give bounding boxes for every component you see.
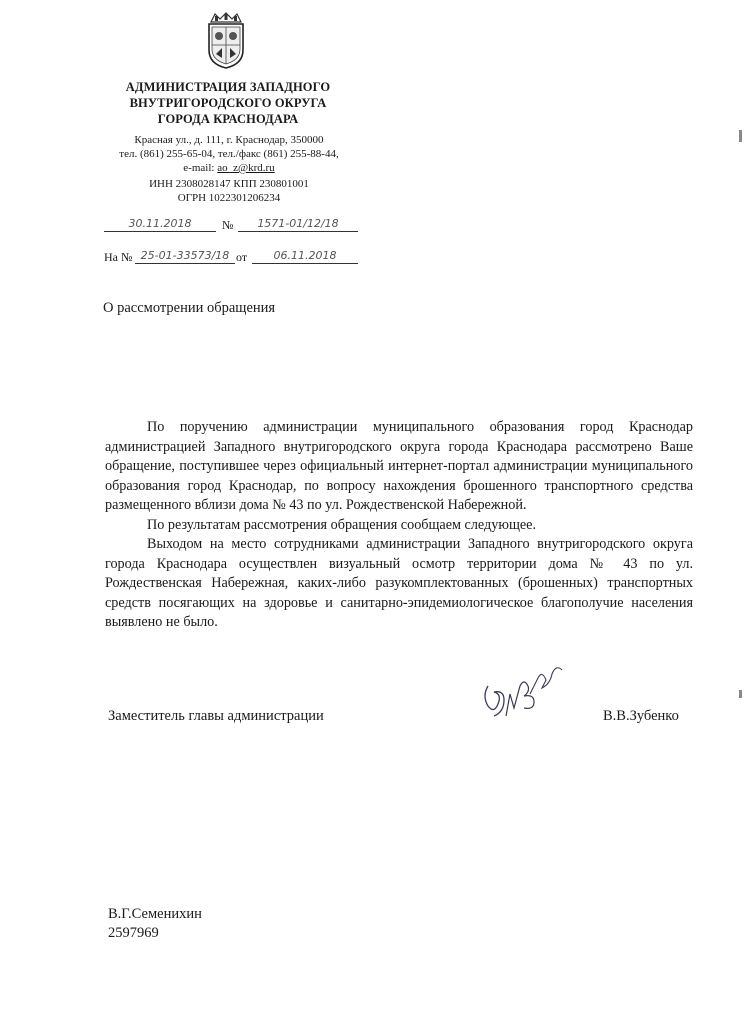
subject-line: О рассмотрении обращения — [103, 300, 276, 316]
org-name-line-1: АДМИНИСТРАЦИЯ ЗАПАДНОГО — [125, 80, 331, 94]
email-link[interactable]: ao_z@krd.ru — [217, 162, 275, 174]
reply-number-field — [135, 248, 235, 264]
coat-of-arms-icon — [203, 12, 249, 70]
body-text — [105, 418, 693, 633]
signer-name: В.В.Зубенко — [603, 708, 679, 724]
executor-name: В.Г.Семенихин — [108, 906, 202, 922]
reg-number-handwritten: 1571-01/12/18 — [257, 217, 339, 230]
reg-number-label: № — [222, 218, 234, 232]
signer-position: Заместитель главы администрации — [108, 708, 324, 724]
reg-date-handwritten: 30.11.2018 — [128, 217, 192, 230]
reply-number-handwritten: 25-01-33573/18 — [140, 249, 230, 262]
email-line — [96, 162, 362, 174]
body-paragraph-2: По результатам рассмотрения обращения сообщаем следующее. — [147, 516, 537, 533]
org-name-line-3: ГОРОДА КРАСНОДАРА — [157, 112, 299, 126]
phones: тел. (861) 255-65-04, тел./факс (861) 255-88-44, — [119, 148, 339, 160]
executor-phone: 2597969 — [108, 925, 159, 941]
reg-date-field — [104, 216, 216, 232]
reg-number-field — [238, 216, 358, 232]
ogrn: ОГРН 1022301206234 — [177, 192, 281, 204]
reply-date-handwritten: 06.11.2018 — [273, 249, 337, 262]
reply-date-field — [252, 248, 358, 264]
from-label: от — [236, 250, 248, 264]
scan-edge-mark — [739, 130, 742, 142]
reply-label: На № — [104, 250, 133, 264]
scan-edge-mark — [739, 690, 742, 698]
email-label: e-mail: — [183, 162, 215, 174]
handwritten-signature-icon — [478, 656, 568, 727]
address: Красная ул., д. 111, г. Краснодар, 350000 — [134, 134, 324, 146]
org-name-line-2: ВНУТРИГОРОДСКОГО ОКРУГА — [129, 96, 327, 110]
inn-kpp: ИНН 2308028147 КПП 230801001 — [149, 178, 309, 190]
body-paragraph-1: По поручению администрации муниципального образования город Краснодар администрацией Западного внутригородского округа города Краснодара рассмотрено Ваше обращение, поступившее через официальный интернет-портал администрации муниципального образования город Краснодар, по вопросу нахождения брошенного транспортного средства размещенного вблизи дома № 43 по ул. Рождественской Набережной. — [105, 419, 693, 513]
body-paragraph-3: Выходом на место сотрудниками администрации Западного внутригородского округа города Краснодара осуществлен визуальный осмотр территории дома № 43 по ул. Рождественская Набережная, каких-либо разукомплектованных (брошенных) транспортных средств посягающих на здоровье и санитарно-эпидемиологическое благополучие населения выявлено не было. — [105, 536, 693, 630]
